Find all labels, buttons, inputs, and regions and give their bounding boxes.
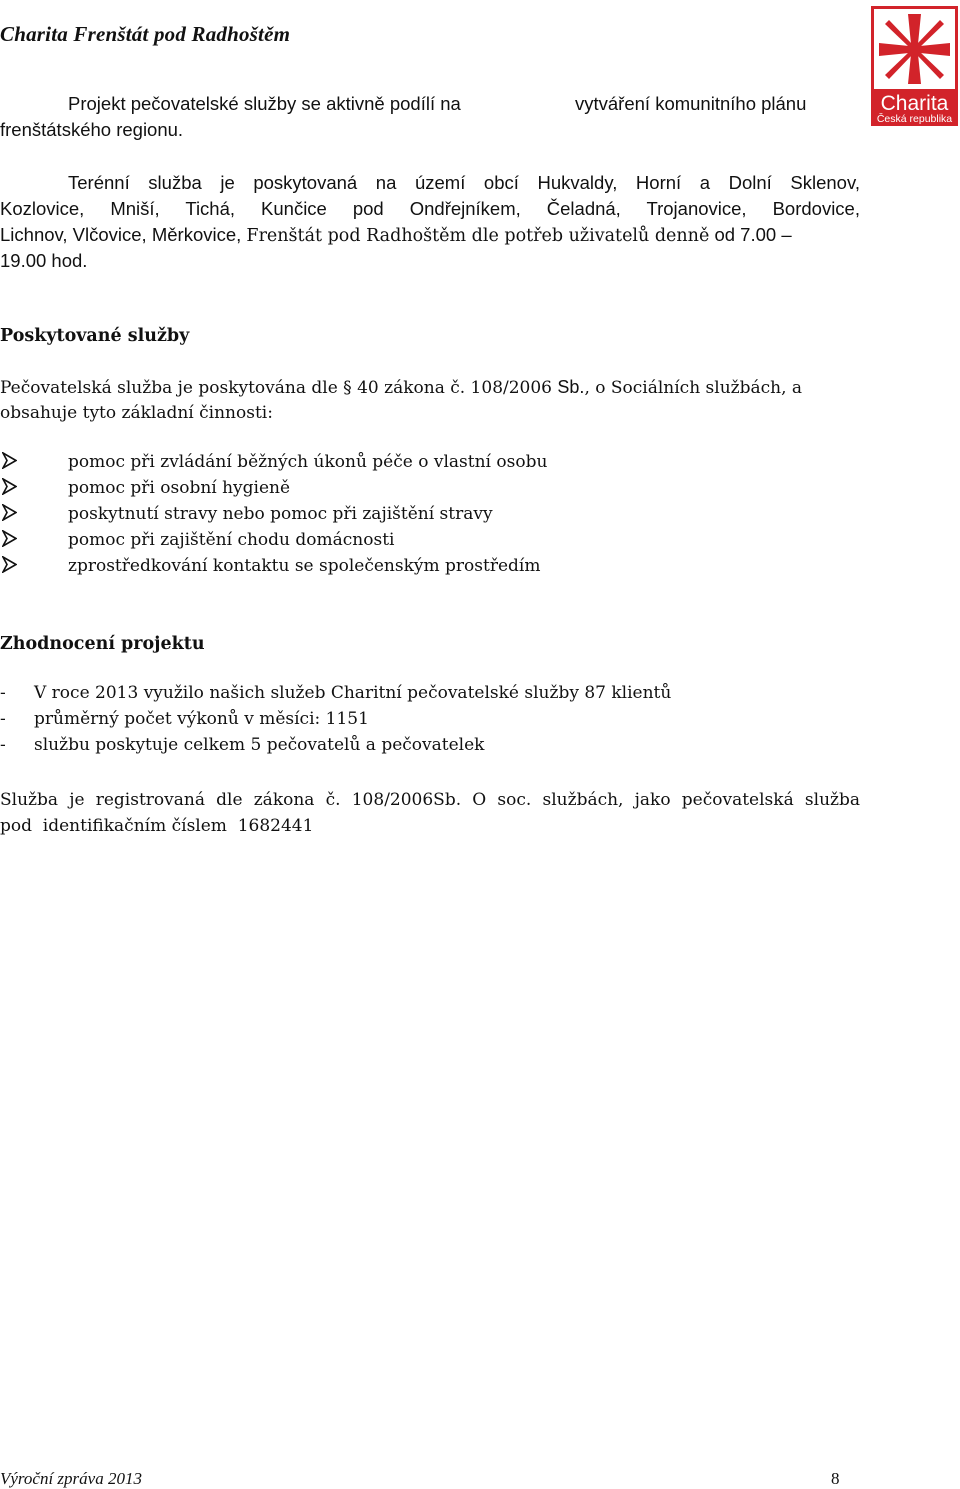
registration-line-2: pod identifikačním číslem 1682441 [0,816,314,836]
dash-bullet: - [0,683,6,703]
list-item-text: pomoc při zajištění chodu domácnosti [68,530,395,550]
registration-line-1: Služba je registrovaná dle zákona č. 108/2006Sb. O soc. službách, jako pečovatelská služba [0,790,860,810]
list-item [0,683,671,703]
field-service-line-3-a: Lichnov, Vlčovice, Měrkovice, [0,224,247,245]
footer-page-number: 8 [831,1469,840,1488]
list-item [0,556,540,576]
list-item-text: V roce 2013 využilo našich služeb Charitní pečovatelské služby 87 klientů [34,683,672,703]
arrow-bullet-icon [0,452,68,472]
field-service-line-2: Kozlovice, Mniší, Tichá, Kunčice pod Ondřejníkem, Čeladná, Trojanovice, Bordovice, [0,198,860,219]
field-service-line-3-c: od 7.00 – [709,224,792,245]
list-item-text: pomoc při zvládání běžných úkonů péče o vlastní osobu [68,452,548,472]
intro-line-1-left: Projekt pečovatelské služby se aktivně podílí na [68,93,461,114]
list-item [0,735,484,755]
arrow-bullet-icon [0,556,68,576]
dash-bullet: - [0,709,6,729]
footer-report-title: Výroční zpráva 2013 [0,1469,142,1488]
intro-line-1-right: vytváření komunitního plánu [575,93,807,114]
services-heading: Poskytované služby [0,326,190,346]
list-item [0,709,369,729]
page-header-title: Charita Frenštát pod Radhoštěm [0,22,291,46]
arrow-bullet-icon [0,478,68,498]
field-service-line-1: Terénní služba je poskytovaná na území obcí Hukvaldy, Horní a Dolní Sklenov, [68,172,860,193]
list-item-text: službu poskytuje celkem 5 pečovatelů a pečovatelek [34,735,485,755]
field-service-line-4: 19.00 hod. [0,250,88,271]
list-item-text: poskytnutí stravy nebo pomoc při zajištění stravy [68,504,493,524]
dash-bullet: - [0,735,6,755]
field-service-line-3-b: Frenštát pod Radhoštěm dle potřeb uživatelů denně [246,226,710,246]
services-intro-line-1-b: 40 zákona č. 108/2006 [351,378,558,398]
list-item [0,478,290,498]
charita-cross-icon [871,6,958,126]
services-intro-line-1-d: , o Sociálních službách, a [584,378,803,398]
logo-text-sub: Česká republika [876,113,953,125]
list-item [0,452,547,472]
charita-logo [871,6,958,126]
intro-line-2: frenštátského regionu. [0,119,184,140]
services-intro-line-1 [0,374,802,401]
evaluation-heading: Zhodnocení projektu [0,634,205,654]
arrow-bullet-icon [0,530,68,550]
arrow-bullet-icon [0,504,68,524]
services-intro-line-1-c: Sb. [557,377,585,397]
list-item [0,504,493,524]
services-intro-line-2: obsahuje tyto základní činnosti: [0,403,273,423]
list-item [0,530,394,550]
logo-text-main: Charita [880,92,949,115]
field-service-line-3 [0,222,860,249]
list-item-text: průměrný počet výkonů v měsíci: 1151 [34,709,369,729]
list-item-text: pomoc při osobní hygieně [68,478,291,498]
section-sign-icon: § [343,378,352,398]
services-intro-line-1-a: Pečovatelská služba je poskytována dle [0,378,344,398]
list-item-text: zprostředkování kontaktu se společenským prostředím [68,556,541,576]
